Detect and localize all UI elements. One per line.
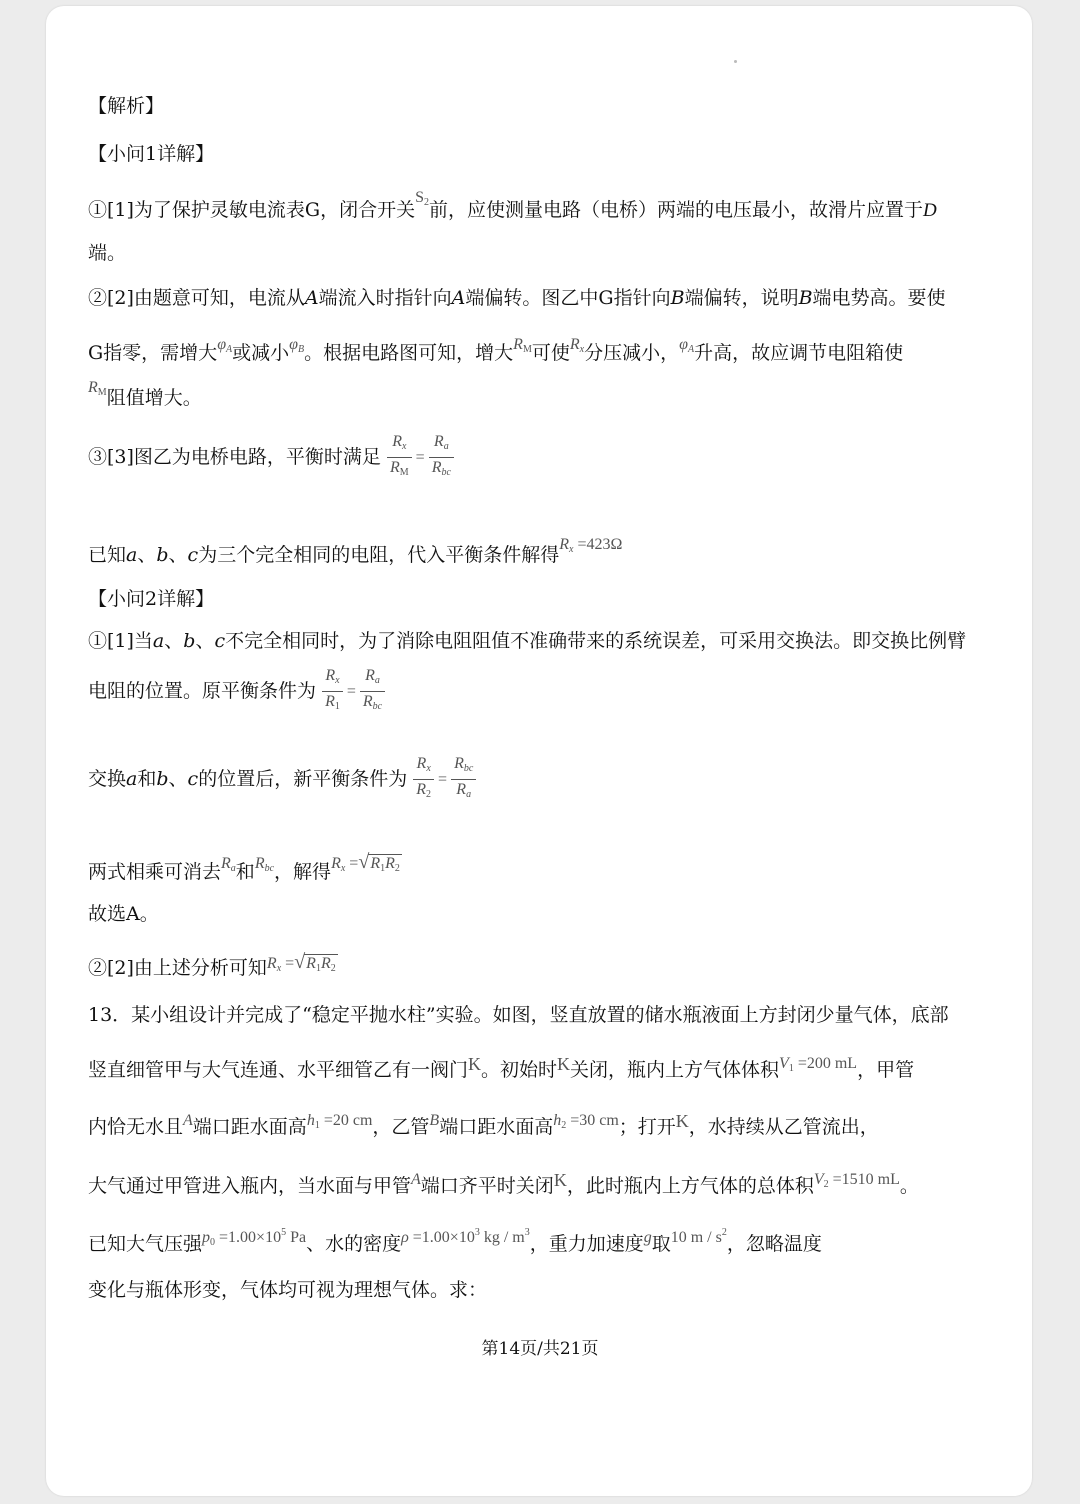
page-footer: 第14页/共21页 <box>481 1339 599 1359</box>
question-13-line4: 大气通过甲管进入瓶内，当水面与甲管A端口齐平时关闭K，此时瓶内上方气体的总体积$V_2 =1510$ mL。 <box>88 1170 919 1197</box>
math-h2: $h_2 =30$ cm <box>553 1112 619 1131</box>
math-v1: $V_1 =200$ mL <box>779 1055 858 1074</box>
para-q1-1-end: 端。 <box>88 242 127 264</box>
math-ra: $R_a$ <box>221 855 236 874</box>
math-rx-value: $R_x =423\Omega$ <box>559 536 623 555</box>
para-q2-1c: 交换a和b、c的位置后，新平衡条件为 $\frac{R_x}{R_2}$ = $\frac{R_{bc}}{R_a}$ <box>88 754 476 805</box>
question-13-line5: 已知大气压强$p_0 =1.00\times 10^5$ Pa、水的密度$\rho =1.00\times 10^3$ kg / $m^3$，重力加速度g取10 m / $s^2$，忽略温度 <box>88 1227 822 1255</box>
math-p0: $p_0 =1.00\times 10^5$ Pa <box>202 1227 307 1248</box>
fraction-rx-r2: $\frac{R_x}{R_2}$ <box>413 754 434 805</box>
math-rx: $R_x$ <box>569 336 585 355</box>
para-q2-1b: 电阻的位置。原平衡条件为 $\frac{R_x}{R_1}$ = $\frac{R_a}{R_{bc}}$ <box>88 666 385 717</box>
heading-q1: 【小问1详解】 <box>88 143 215 165</box>
heading-analysis: 【解析】 <box>88 95 165 117</box>
question-13-line6: 变化与瓶体形变，气体均可视为理想气体。求： <box>88 1279 488 1301</box>
para-q1-2c: $R_M$阻值增大。 <box>88 379 202 409</box>
math-phi-a2: $\varphi_A$ <box>679 336 695 355</box>
math-g: 10 m / $s^2$ <box>670 1227 727 1246</box>
math-rx-sqrt-2: $R_x =√R_1R_2$ <box>266 951 336 974</box>
question-13-line3: 内恰无水且A端口距水面高$h_1 =20$ cm，乙管B端口距水面高$h_2 =30$ cm；打开K，水持续从乙管流出， <box>88 1111 879 1138</box>
math-rx-sqrt: $R_x =√R_1R_2$ <box>331 851 400 874</box>
question-13-line1: 13．某小组设计并完成了“稳定平抛水柱”实验。如图，竖直放置的储水瓶液面上方封闭少量气体，底部 <box>88 1004 949 1026</box>
question-13-line2: 竖直细管甲与大气连通、水平细管乙有一阀门K。初始时K关闭，瓶内上方气体体积$V_1 =200$ mL，甲管 <box>88 1054 915 1081</box>
document-page <box>46 6 1032 1496</box>
fraction-ra-rbc: $\frac{R_a}{R_{bc}}$ <box>429 432 454 483</box>
math-h1: $h_1 =20$ cm <box>306 1112 373 1131</box>
speck <box>734 60 737 63</box>
math-v2: $V_2 =1510$ mL <box>813 1171 900 1190</box>
para-q1-3b: 已知a、b、c为三个完全相同的电阻，代入平衡条件解得$R_x =423\Omega$ <box>88 536 623 566</box>
math-rho: $\rho =1.00\times 10^3$ kg / $m^3$ <box>401 1227 530 1246</box>
math-phi-b: $\varphi_B$ <box>289 336 305 355</box>
fraction-rbc-ra: $\frac{R_{bc}}{R_a}$ <box>451 754 476 805</box>
para-q2-2: ②[2]由上述分析可知$R_x =√R_1R_2$ <box>88 951 336 979</box>
fraction-ra-rbc-2: $\frac{R_a}{R_{bc}}$ <box>360 666 385 717</box>
fraction-rx-rm: $\frac{R_x}{R_M}$ <box>387 432 412 483</box>
para-q1-1: ①[1]为了保护灵敏电流表G，闭合开关$S_2$前，应使测量电路（电桥）两端的电压最小，故滑片应置于D <box>88 189 937 221</box>
para-q2-1: ①[1]当a、b、c不完全相同时，为了消除电阻阻值不准确带来的系统误差，可采用交换法。即交换比例臂 <box>88 630 967 652</box>
fraction-rx-r1: $\frac{R_x}{R_1}$ <box>322 666 343 717</box>
math-rbc: $R_{bc}$ <box>254 855 275 874</box>
para-q2-1d: 两式相乘可消去$R_a$和$R_{bc}$，解得$R_x =√R_1R_2$ <box>88 851 400 883</box>
math-s2: $S_2$ <box>415 189 429 208</box>
math-phi-a: $\varphi_A$ <box>217 336 233 355</box>
para-q2-answer: 故选A。 <box>88 903 159 925</box>
heading-q2: 【小问2详解】 <box>88 588 215 610</box>
para-q1-2: ②[2]由题意可知，电流从A端流入时指针向A端偏转。图乙中G指针向B端偏转，说明B端电势高。要使 <box>88 287 946 309</box>
para-q1-3: ③[3]图乙为电桥电路，平衡时满足 $\frac{R_x}{R_M}$ = $\frac{R_a}{R_{bc}}$ <box>88 432 454 483</box>
para-q1-2b: G指零，需增大$\varphi_A$或减小$\varphi_B$。根据电路图可知，增大$R_M$可使$R_x$分压减小，$\varphi_A$升高，故应调节电阻箱使 <box>88 336 904 364</box>
math-rm: $R_M$ <box>513 336 532 355</box>
math-rm2: $R_M$ <box>88 379 107 398</box>
